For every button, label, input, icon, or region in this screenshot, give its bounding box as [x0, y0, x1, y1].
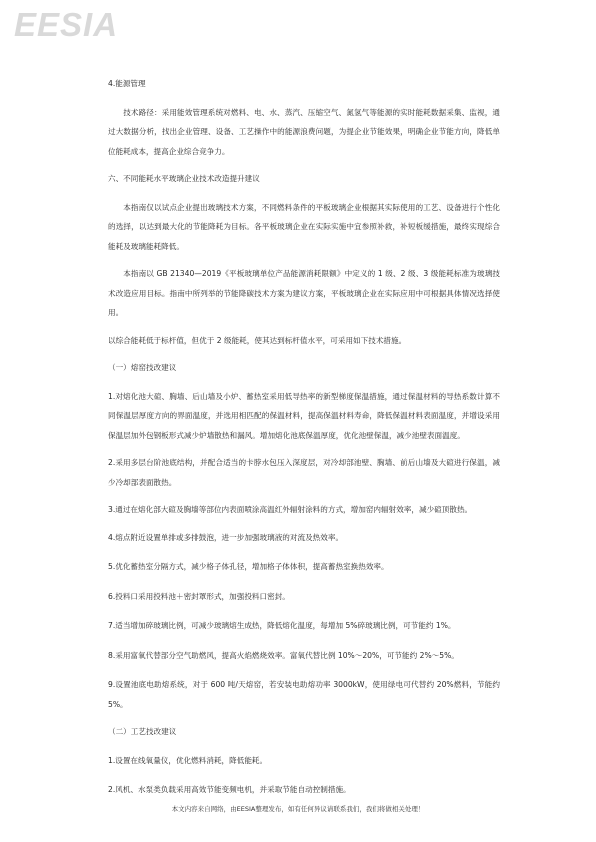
- list-item: 5.优化蓄热室分隔方式，减少格子体孔径，增加格子体体积，提高蓄热室换热效率。: [108, 562, 389, 571]
- list-item: 3.通过在熔化部大碹及胸墙等部位内表面喷涂高温红外辐射涂料的方式，增加窑内辐射效率，减少碹顶散热。: [108, 505, 473, 514]
- list-item: 4.熔点附近设置单排或多排鼓泡，进一步加强玻璃液的对流及热效率。: [108, 532, 344, 542]
- footer-disclaimer: 本文内容来自网络，由EESIA整理发布，如有任何异议请联系我们，我们将做相关处理！: [171, 805, 425, 813]
- subheading-furnace: （一）熔窑技改建议: [108, 363, 177, 372]
- list-item: 6.投料口采用投料池＋密封罩形式，加强投料口密封。: [108, 591, 290, 601]
- paragraph-guide-scope: 本指南仅以试点企业提出玻璃技术方案，不同燃料条件的平板玻璃企业根据其实际使用的工艺、设备进行个性化的选择，以达到最大化的节能降耗为目标。各平板玻璃企业在实际实施中宜参照补救，补短板缓措施，最终实现综合能耗及玻璃能耗降低。: [108, 202, 500, 251]
- section-heading-energy-management: 4.能源管理: [108, 79, 146, 88]
- paragraph-measures-intro: 以综合能耗低于标杆值，但优于 2 级能耗，使其达到标杆值水平，可采用如下技术措施。: [108, 335, 407, 345]
- section-heading-recommendations: 六、不同能耗水平玻璃企业技术改造提升建议: [108, 174, 260, 183]
- list-item: 1.设置在线氧量仪，优化燃料消耗，降低能耗。: [108, 755, 268, 765]
- paragraph-guide-standard: 本指南以 GB 21340—2019《平板玻璃单位产品能源消耗限额》中定义的 1 级、2 级、3 级能耗标准为玻璃技术改造应用目标。指南中所列举的节能降碳技术方案为建议方案，平板玻璃企业在实际应用中可根据具体情况选择使用。: [108, 269, 500, 317]
- list-item: 2.风机、水泵类负载采用高效节能变频电机，并采取节能自动控制措施。: [108, 785, 351, 794]
- subheading-process: （二）工艺技改建议: [108, 727, 177, 736]
- list-item: 8.采用富氧代替部分空气助燃风，提高火焰燃烧效率。富氧代替比例 10%～20%，可节能约 2%～5%。: [108, 650, 459, 660]
- list-item: 7.适当增加碎玻璃比例，可减少玻璃熔生成热，降低熔化温度，每增加 5%碎玻璃比例，可节能约 1%。: [108, 621, 456, 630]
- document-body: [108, 74, 500, 810]
- paragraph-tech-path: 技术路径：采用能效管理系统对燃料、电、水、蒸汽、压缩空气、氮氢气等能源的实时能耗数据采集、监视，通过大数据分析，找出企业管理、设备、工艺操作中的能源浪费问题，为提企业节能效果，明确企业节能方向，降低单位能耗成本，提高企业综合竞争力。: [108, 107, 500, 156]
- list-item: 1.对熔化池大碹、胸墙、后山墙及小炉、蓄热室采用低导热率的新型梯度保温措施，通过保温材料的导热系数计算不同保温层厚度方向的界面温度，并选用相匹配的保温材料，提高保温材料寿命，降低保温材料表面温度，并增设采用保温层加外包钢板形式减少炉墙散热和漏风。增加熔化池底保温厚度，优化池壁保温，减少池壁表面温度。: [108, 391, 500, 440]
- list-item: 9.设置池底电助熔系统，对于 600 吨/天熔窑，若安装电助熔功率 3000kW，使用绿电可代替约 20%燃料，节能约 5%。: [108, 680, 500, 709]
- eesia-logo: EESIA: [14, 6, 119, 43]
- list-item: 2.采用多层台阶池底结构，并配合适当的卡脖水包压入深度层，对冷却部池壁、胸墙、前后山墙及大碹进行保温，减少冷却部表面散热。: [108, 458, 500, 487]
